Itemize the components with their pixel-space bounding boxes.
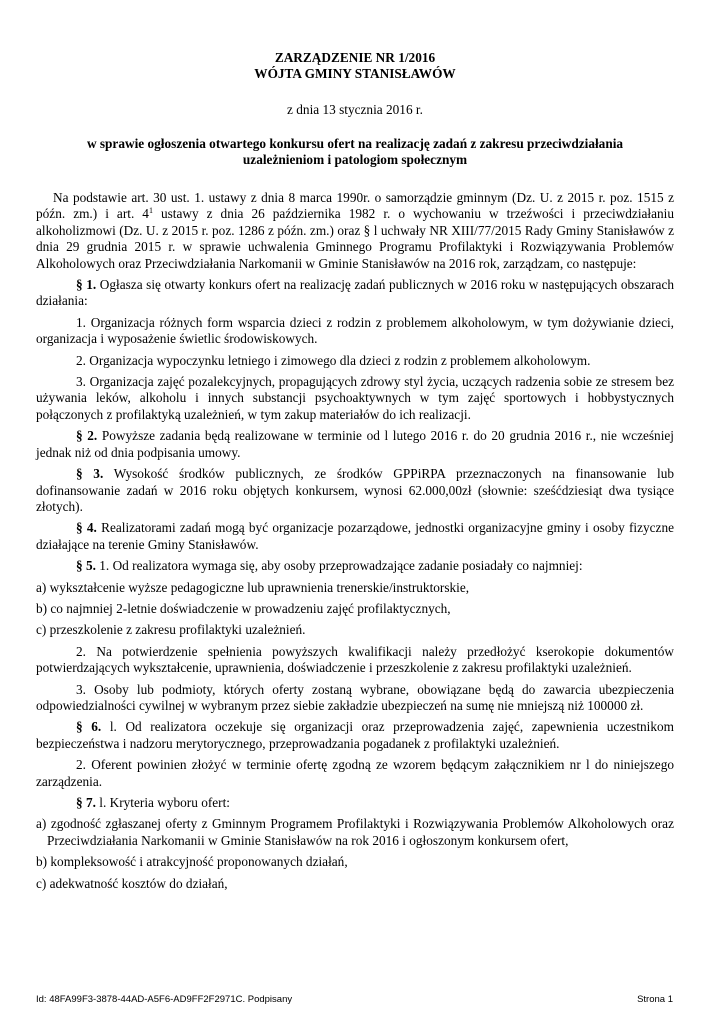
section-6-point-2: 2. Oferent powinien złożyć w terminie ofertę zgodną ze wzorem będącym załącznikiem nr l do niniejszego zarządzenia. bbox=[36, 757, 674, 789]
section-2-label: § 2. bbox=[76, 428, 98, 444]
section-7-item-a: a) zgodność zgłaszanej oferty z Gminnym Programem Profilaktyki i Rozwiązywania Problemów Alkoholowych oraz Przeciwdziałania Narkomanii w Gminie Stanisławów na rok 2016 i ogłoszonym konkursem ofert, bbox=[36, 816, 674, 848]
document-subject-line2: uzależnieniom i patologiom społecznym bbox=[242, 152, 468, 167]
document-title-line2: WÓJTA GMINY STANISŁAWÓW bbox=[254, 66, 456, 81]
section-1-label: § 1. bbox=[76, 277, 97, 293]
section-5-item-b: b) co najmniej 2-letnie doświadczenie w prowadzeniu zajęć profilaktycznych, bbox=[36, 600, 451, 616]
section-4-label: § 4. bbox=[76, 520, 97, 536]
section-1: § 1. Ogłasza się otwarty konkurs ofert na realizację zadań publicznych w 2016 roku w następujących obszarach działania: bbox=[36, 277, 675, 309]
document-id: Id: 48FA99F3-3878-44AD-A5F6-AD9FF2F2971C. Podpisany bbox=[36, 994, 293, 1005]
document-date: z dnia 13 stycznia 2016 r. bbox=[287, 102, 423, 117]
section-7-item-c: c) adekwatność kosztów do działań, bbox=[36, 875, 228, 891]
section-3-label: § 3. bbox=[76, 466, 104, 482]
section-7-item-b: b) kompleksowość i atrakcyjność proponowanych działań, bbox=[36, 854, 348, 870]
section-7: § 7. l. Kryteria wyboru ofert: bbox=[76, 795, 230, 810]
section-7-label: § 7. bbox=[76, 795, 96, 810]
intro-paragraph: Na podstawie art. 30 ust. 1. ustawy z dnia 8 marca 1990r. o samorządzie gminnym (Dz. U. z 2015 r. poz. 1515 z późn. zm.) i art. $4^1$ ustawy z dnia 26 października 1982 r. o wychowaniu w trzeźwości i przeciwdziałaniu alkoholizmowi (Dz. U. z 2015 r. poz. 1286 z późn. zm.) oraz § l uchwały NR XIII/77/2015 Rady Gminy Stanisławów z dnia 29 grudnia 2015 r. w sprawie uchwalenia Gminnego Programu Profilaktyki i Rozwiązywania Problemów Alkoholowych oraz Przeciwdziałania Narkomanii w Gminie Stanisławów na 2016 rok, zarządzam, co następuje: bbox=[36, 190, 675, 271]
page-number: Strona 1 bbox=[637, 994, 673, 1005]
section-5-item-a: a) wykształcenie wyższe pedagogiczne lub uprawnienia trenerskie/instruktorskie, bbox=[36, 579, 470, 595]
section-1-item-3: 3. Organizacja zajęć pozalekcyjnych, propagujących zdrowy styl życia, uczących radzenia sobie ze stresem bez używania leków, alkoholu i innych substancji psychoaktywnych w tym zajęć sportowych i hobbystycznych połączonych z profilaktyką uzależnień, w tym zakup materiałów do ich realizacji. bbox=[36, 374, 674, 422]
section-5-label: § 5. bbox=[76, 558, 96, 574]
section-5: § 5. 1. Od realizatora wymaga się, aby osoby przeprowadzające zadanie posiadały co najmniej: bbox=[76, 558, 583, 574]
section-3: § 3. Wysokość środków publicznych, ze środków GPPiRPA przeznaczonych na finansowanie lub dofinansowanie zadań w 2016 roku objętych konkursem, wynosi 62.000,00zł (słownie: sześćdziesiąt dwa tysiące złotych). bbox=[36, 466, 674, 514]
section-5-point-2: 2. Na potwierdzenie spełnienia powyższych kwalifikacji należy przedłożyć kserokopie dokumentów potwierdzających wykształcenie, uprawnienia, doświadczenie i przeszkolenie z zakresu profilaktyki uzależnień. bbox=[36, 643, 674, 676]
section-5-item-c: c) przeszkolenie z zakresu profilaktyki uzależnień. bbox=[36, 622, 306, 638]
section-4: § 4. Realizatorami zadań mogą być organizacje pozarządowe, jednostki organizacyjne gminy i osoby fizyczne działające na terenie Gminy Stanisławów. bbox=[36, 520, 674, 552]
section-6: § 6. l. Od realizatora oczekuje się organizacji oraz przeprowadzenia zajęć, zapewnienia uczestnikom bezpieczeństwa i nadzoru merytorycznego, przeprowadzania pogadanek z profilaktyki uzależnień. bbox=[36, 719, 674, 751]
document-title-line1: ZARZĄDZENIE NR 1/2016 bbox=[274, 50, 436, 65]
page-footer bbox=[36, 994, 673, 1005]
document-subject-line1: w sprawie ogłoszenia otwartego konkursu ofert na realizację zadań z zakresu przeciwdziałania bbox=[86, 136, 624, 151]
document-page bbox=[36, 50, 674, 892]
section-1-item-1: 1. Organizacja różnych form wsparcia dzieci z rodzin z problemem alkoholowym, w tym dożywianie dzieci, organizacja i wyposażenie świetlic środowiskowych. bbox=[36, 314, 674, 347]
section-1-item-2: 2. Organizacja wypoczynku letniego i zimowego dla dzieci z rodzin z problemem alkoholowym. bbox=[76, 352, 591, 368]
section-2: § 2. Powyższe zadania będą realizowane w terminie od l lutego 2016 r. do 20 grudnia 2016 r., nie wcześniej jednak niż od dnia podpisania umowy. bbox=[36, 428, 675, 460]
section-5-point-3: 3. Osoby lub podmioty, których oferty zostaną wybrane, obowiązane będą do zawarcia ubezpieczenia odpowiedzialności cywilnej w wybranym przez siebie zakładzie ubezpieczeń na sumę nie mniejszą niż 100000 zł. bbox=[36, 681, 674, 713]
section-6-label: § 6. bbox=[76, 719, 102, 735]
